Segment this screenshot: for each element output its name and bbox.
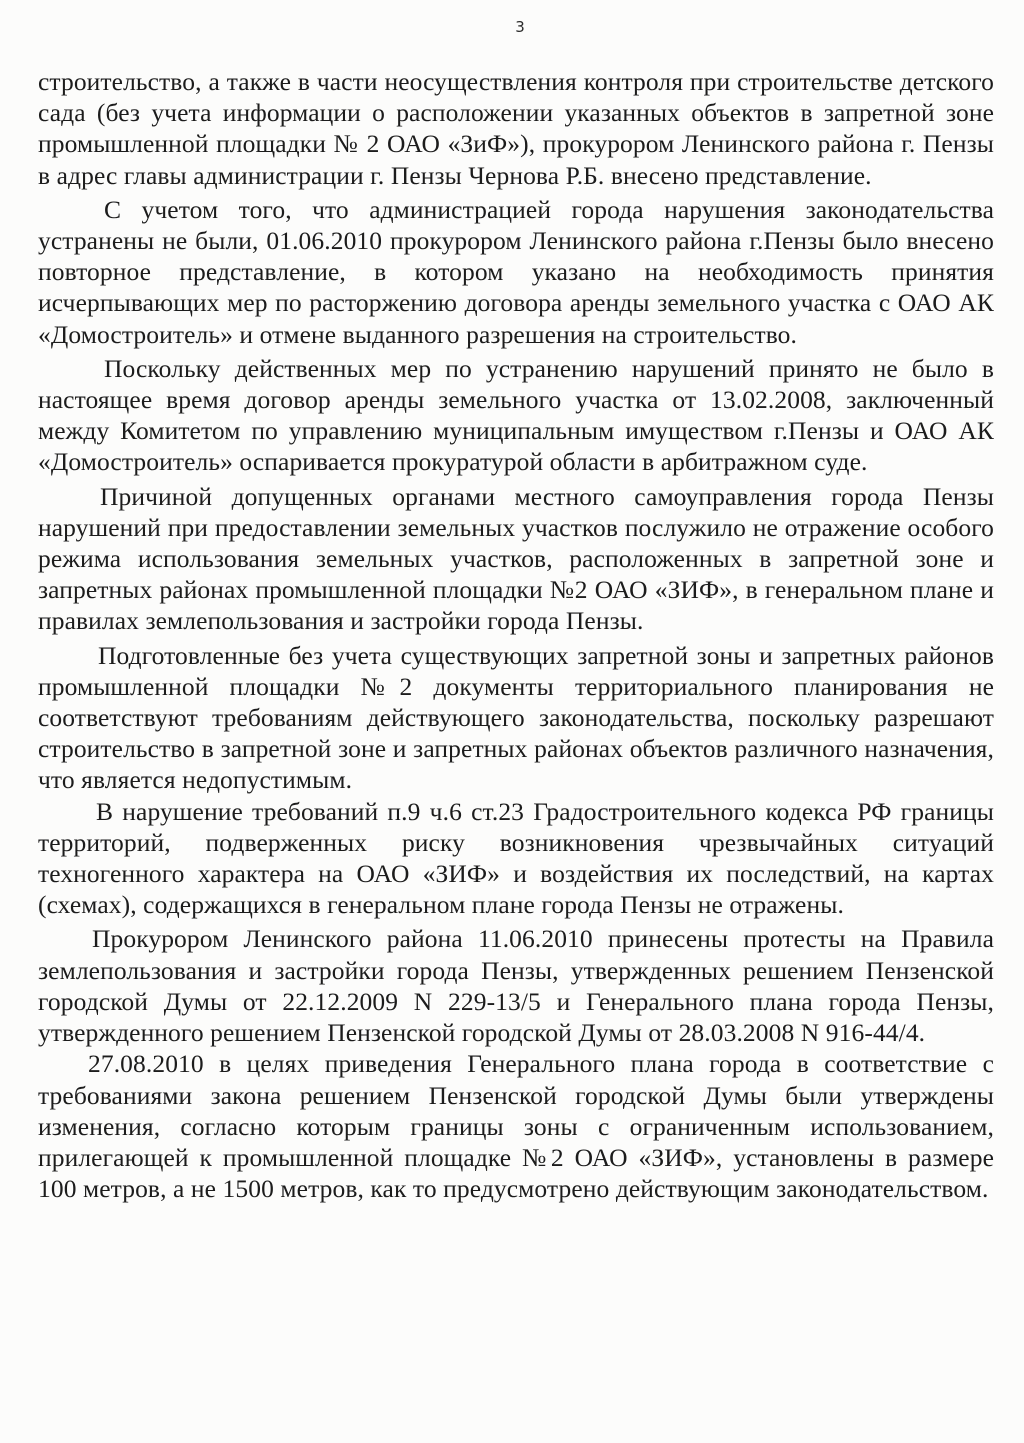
document-body [38, 66, 994, 1204]
paragraph-2: С учетом того, что администрацией города нарушения законодательства устранены не были, 01.06.2010 прокурором Ленинского района г.Пензы было внесено повторное представление, в котором указано на необходимость принятия исчерпывающих мер по расторжению договора аренды земельного участка с ОАО АК «Домостроитель» и отмене выданного разрешения на строительство. [38, 194, 994, 349]
paragraph-6: В нарушение требований п.9 ч.6 ст.23 Градостроительного кодекса РФ границы территорий, подверженных риску возникновения чрезвычайных ситуаций техногенного характера на ОАО «ЗИФ» и воздействия их последствий, на картах (схемах), содержащихся в генеральном плане города Пензы не отражены. [38, 796, 994, 920]
paragraph-1: строительство, а также в части неосуществления контроля при строительстве детского сада (без учета информации о расположении указанных объектов в запретной зоне промышленной площадки № 2 ОАО «ЗиФ»), прокурором Ленинского района г. Пензы в адрес главы администрации г. Пензы Чернова Р.Б. внесено представление. [38, 67, 994, 190]
paragraph-3: Поскольку действенных мер по устранению нарушений принято не было в настоящее время договор аренды земельного участка от 13.02.2008, заключенный между Комитетом по управлению муниципальным имуществом г.Пензы и ОАО АК «Домостроитель» оспаривается прокуратурой области в арбитражном суде. [38, 353, 994, 477]
paragraph-4: Причиной допущенных органами местного самоуправления города Пензы нарушений при предоставлении земельных участков послужило не отражение особого режима использования земельных участков, расположенных в запретной зоне и запретных районах промышленной площадки №2 ОАО «ЗИФ», в генеральном плане и правилах землепользования и застройки города Пензы. [38, 481, 994, 636]
paragraph-5: Подготовленные без учета существующих запретной зоны и запретных районов промышленной площадки №2 документы территориального планирования не соответствуют требованиям действующего законодательства, поскольку разрешают строительство в запретной зоне и запретных районах объектов различного назначения, что является недопустимым. [38, 640, 994, 795]
page-number: 3 [515, 18, 525, 36]
paragraph-7: Прокурором Ленинского района 11.06.2010 принесены протесты на Правила землепользования и застройки города Пензы, утвержденных решением Пензенской городской Думы от 22.12.2009 N 229-13/5 и Генерального плана города Пензы, утвержденного решением Пензенской городской Думы от 28.03.2008 N 916-44/4. [38, 924, 994, 1048]
paragraph-8: 27.08.2010 в целях приведения Генерального плана города в соответствие с требованиями закона решением Пензенской городской Думы были утверждены изменения, согласно которым границы зоны с ограниченным использованием, прилегающей к промышленной площадке №2 ОАО «ЗИФ», установлены в размере 100 метров, а не 1500 метров, как то предусмотрено действующим законодательством. [38, 1049, 994, 1204]
